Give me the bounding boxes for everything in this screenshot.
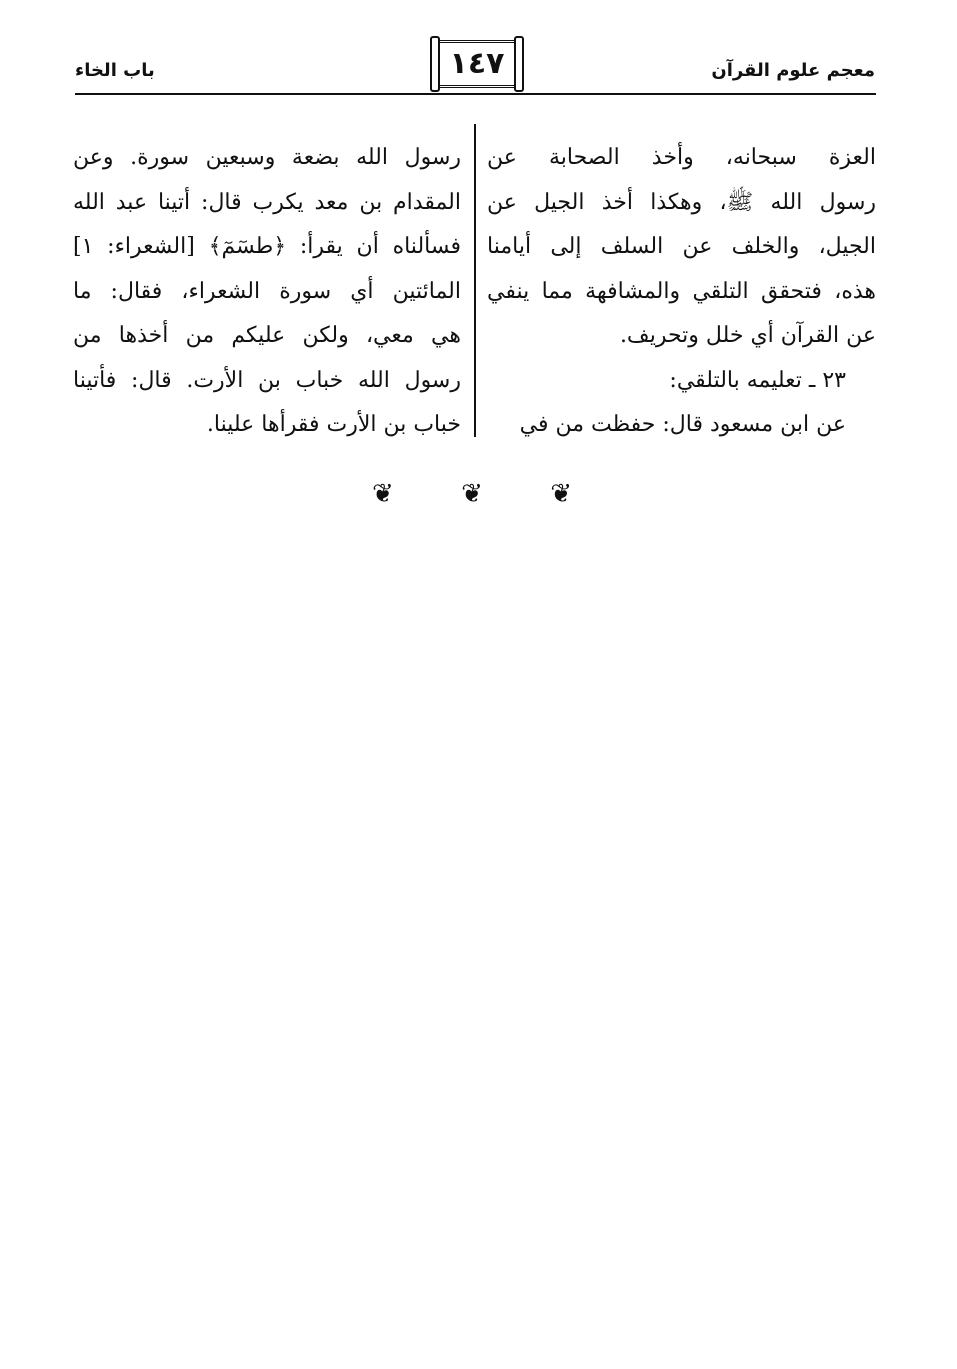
text-line: خباب بن الأرت فقرأها علينا. [206,412,461,437]
text-line: رسول الله بضعة وسبعين سورة. وعن [73,145,461,170]
text-line: المقدام بن معد يكرب قال: أتينا عبد الله [73,189,461,215]
text-line: فسألناه أن يقرأ: ﴿طسٓمٓ﴾ [الشعراء: ١] [73,234,461,259]
floral-ornament-icon: ❦ [372,479,394,509]
right-column [487,136,876,448]
text-line: هي معي، ولكن عليكم من أخذها من [73,323,461,348]
page-number: ١٤٧ [449,46,505,81]
text-line: رسول الله ﷺ، وهكذا أخذ الجيل عن [487,189,876,215]
section-heading: ٢٣ ـ تعليمه بالتلقي: [669,367,846,393]
text-line: العزة سبحانه، وأخذ الصحابة عن [487,145,876,170]
column-divider [474,124,476,437]
header-rule [75,93,876,95]
right-column-text [487,136,876,448]
page-header [75,38,875,94]
chapter-title: باب الخاء [75,60,155,81]
text-line: هذه، فتحقق التلقي والمشافهة مما ينفي [487,278,876,304]
section-end-ornaments [372,478,572,510]
floral-ornament-icon: ❦ [550,479,572,509]
floral-ornament-icon: ❦ [461,479,483,509]
book-title: معجم علوم القرآن [711,60,875,81]
text-line: الجيل، والخلف عن السلف إلى أيامنا [487,234,876,259]
text-line: رسول الله خباب بن الأرت. قال: فأتينا [73,367,461,393]
page-number-frame [434,40,520,88]
left-column [73,136,461,448]
text-line: المائتين أي سورة الشعراء، فقال: ما [73,278,461,304]
left-column-text [73,136,461,448]
text-line: عن القرآن أي خلل وتحريف. [619,323,876,348]
text-line: عن ابن مسعود قال: حفظت من في [519,412,846,437]
